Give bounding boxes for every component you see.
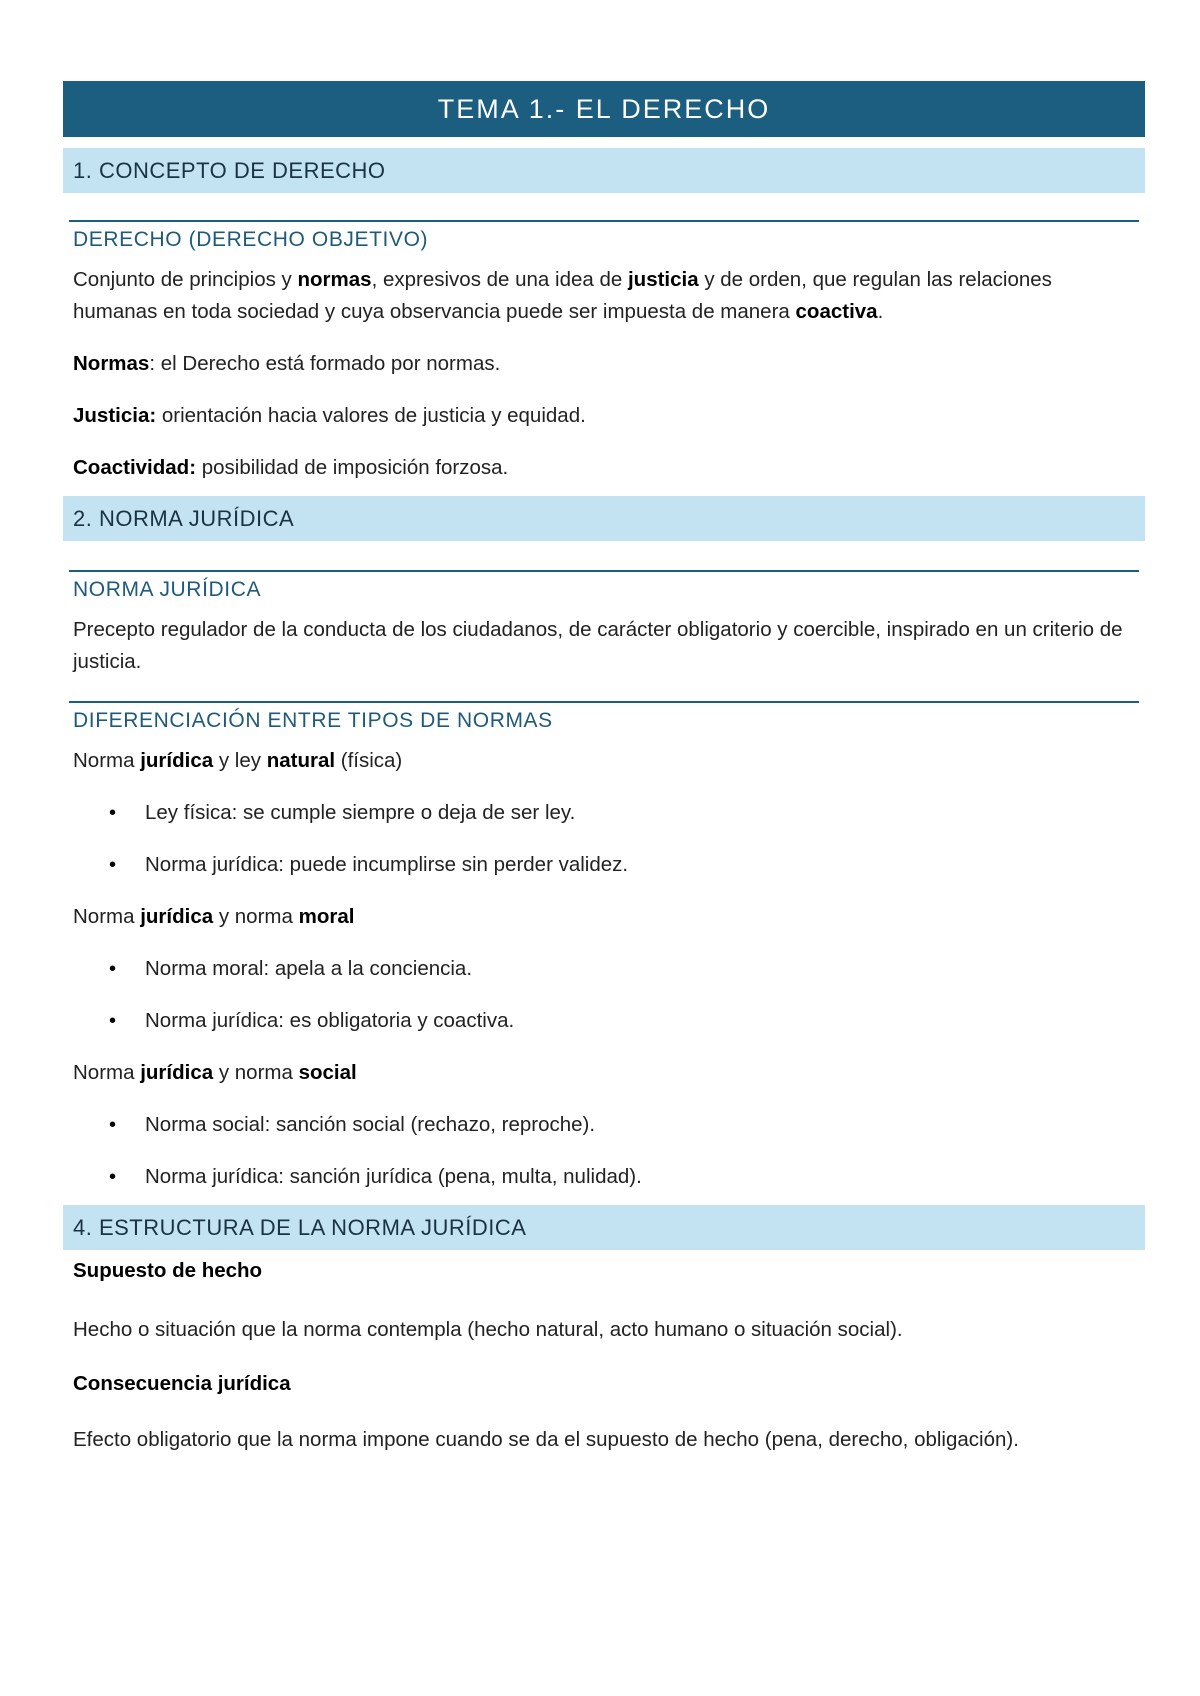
- supuesto-text: Hecho o situación que la norma contempla (hecho natural, acto humano o situación social).: [73, 1318, 903, 1341]
- normas-line: Normas: el Derecho está formado por normas.: [73, 352, 501, 375]
- list-item: • Ley física: se cumple siempre o deja de ser ley.: [145, 797, 1145, 829]
- document-title: TEMA 1.- EL DERECHO: [63, 81, 1145, 137]
- list-item: • Norma jurídica: es obligatoria y coactiva.: [145, 1005, 1145, 1037]
- subheading-derecho-objetivo: DERECHO (DERECHO OBJETIVO): [69, 220, 1139, 260]
- section-heading-estructura: 4. ESTRUCTURA DE LA NORMA JURÍDICA: [63, 1205, 1145, 1250]
- subheading-norma-juridica: NORMA JURÍDICA: [69, 570, 1139, 610]
- supuesto-title: Supuesto de hecho: [73, 1259, 263, 1282]
- section-heading-concepto: 1. CONCEPTO DE DERECHO: [63, 148, 1145, 193]
- section-heading-norma-juridica: 2. NORMA JURÍDICA: [63, 496, 1145, 541]
- document-page: [63, 81, 1145, 1454]
- list-item: • Norma jurídica: sanción jurídica (pena, multa, nulidad).: [145, 1161, 1145, 1193]
- consecuencia-text: Efecto obligatorio que la norma impone cuando se da el supuesto de hecho (pena, derecho, obligación).: [73, 1428, 1019, 1451]
- justicia-line: Justicia: orientación hacia valores de justicia y equidad.: [73, 404, 586, 427]
- derecho-definition: Conjunto de principios y normas, expresivos de una idea de justicia y de orden, que regulan las relaciones humanas en toda sociedad y cuya observancia puede ser impuesta de manera coactiva.: [73, 268, 1052, 323]
- list-item: • Norma social: sanción social (rechazo, reproche).: [145, 1109, 1145, 1141]
- comparison-social-heading: Norma jurídica y norma social: [73, 1061, 357, 1084]
- consecuencia-title: Consecuencia jurídica: [73, 1372, 291, 1395]
- comparison-moral-heading: Norma jurídica y norma moral: [73, 905, 355, 928]
- list-item: • Norma jurídica: puede incumplirse sin perder validez.: [145, 849, 1145, 881]
- subheading-diferenciacion: DIFERENCIACIÓN ENTRE TIPOS DE NORMAS: [69, 701, 1139, 741]
- comparison-natural-heading: Norma jurídica y ley natural (física): [73, 749, 403, 772]
- list-item: • Norma moral: apela a la conciencia.: [145, 953, 1145, 985]
- coactividad-line: Coactividad: posibilidad de imposición forzosa.: [73, 456, 509, 479]
- norma-juridica-definition: Precepto regulador de la conducta de los ciudadanos, de carácter obligatorio y coercible, inspirado en un criterio de justicia.: [73, 618, 1123, 673]
